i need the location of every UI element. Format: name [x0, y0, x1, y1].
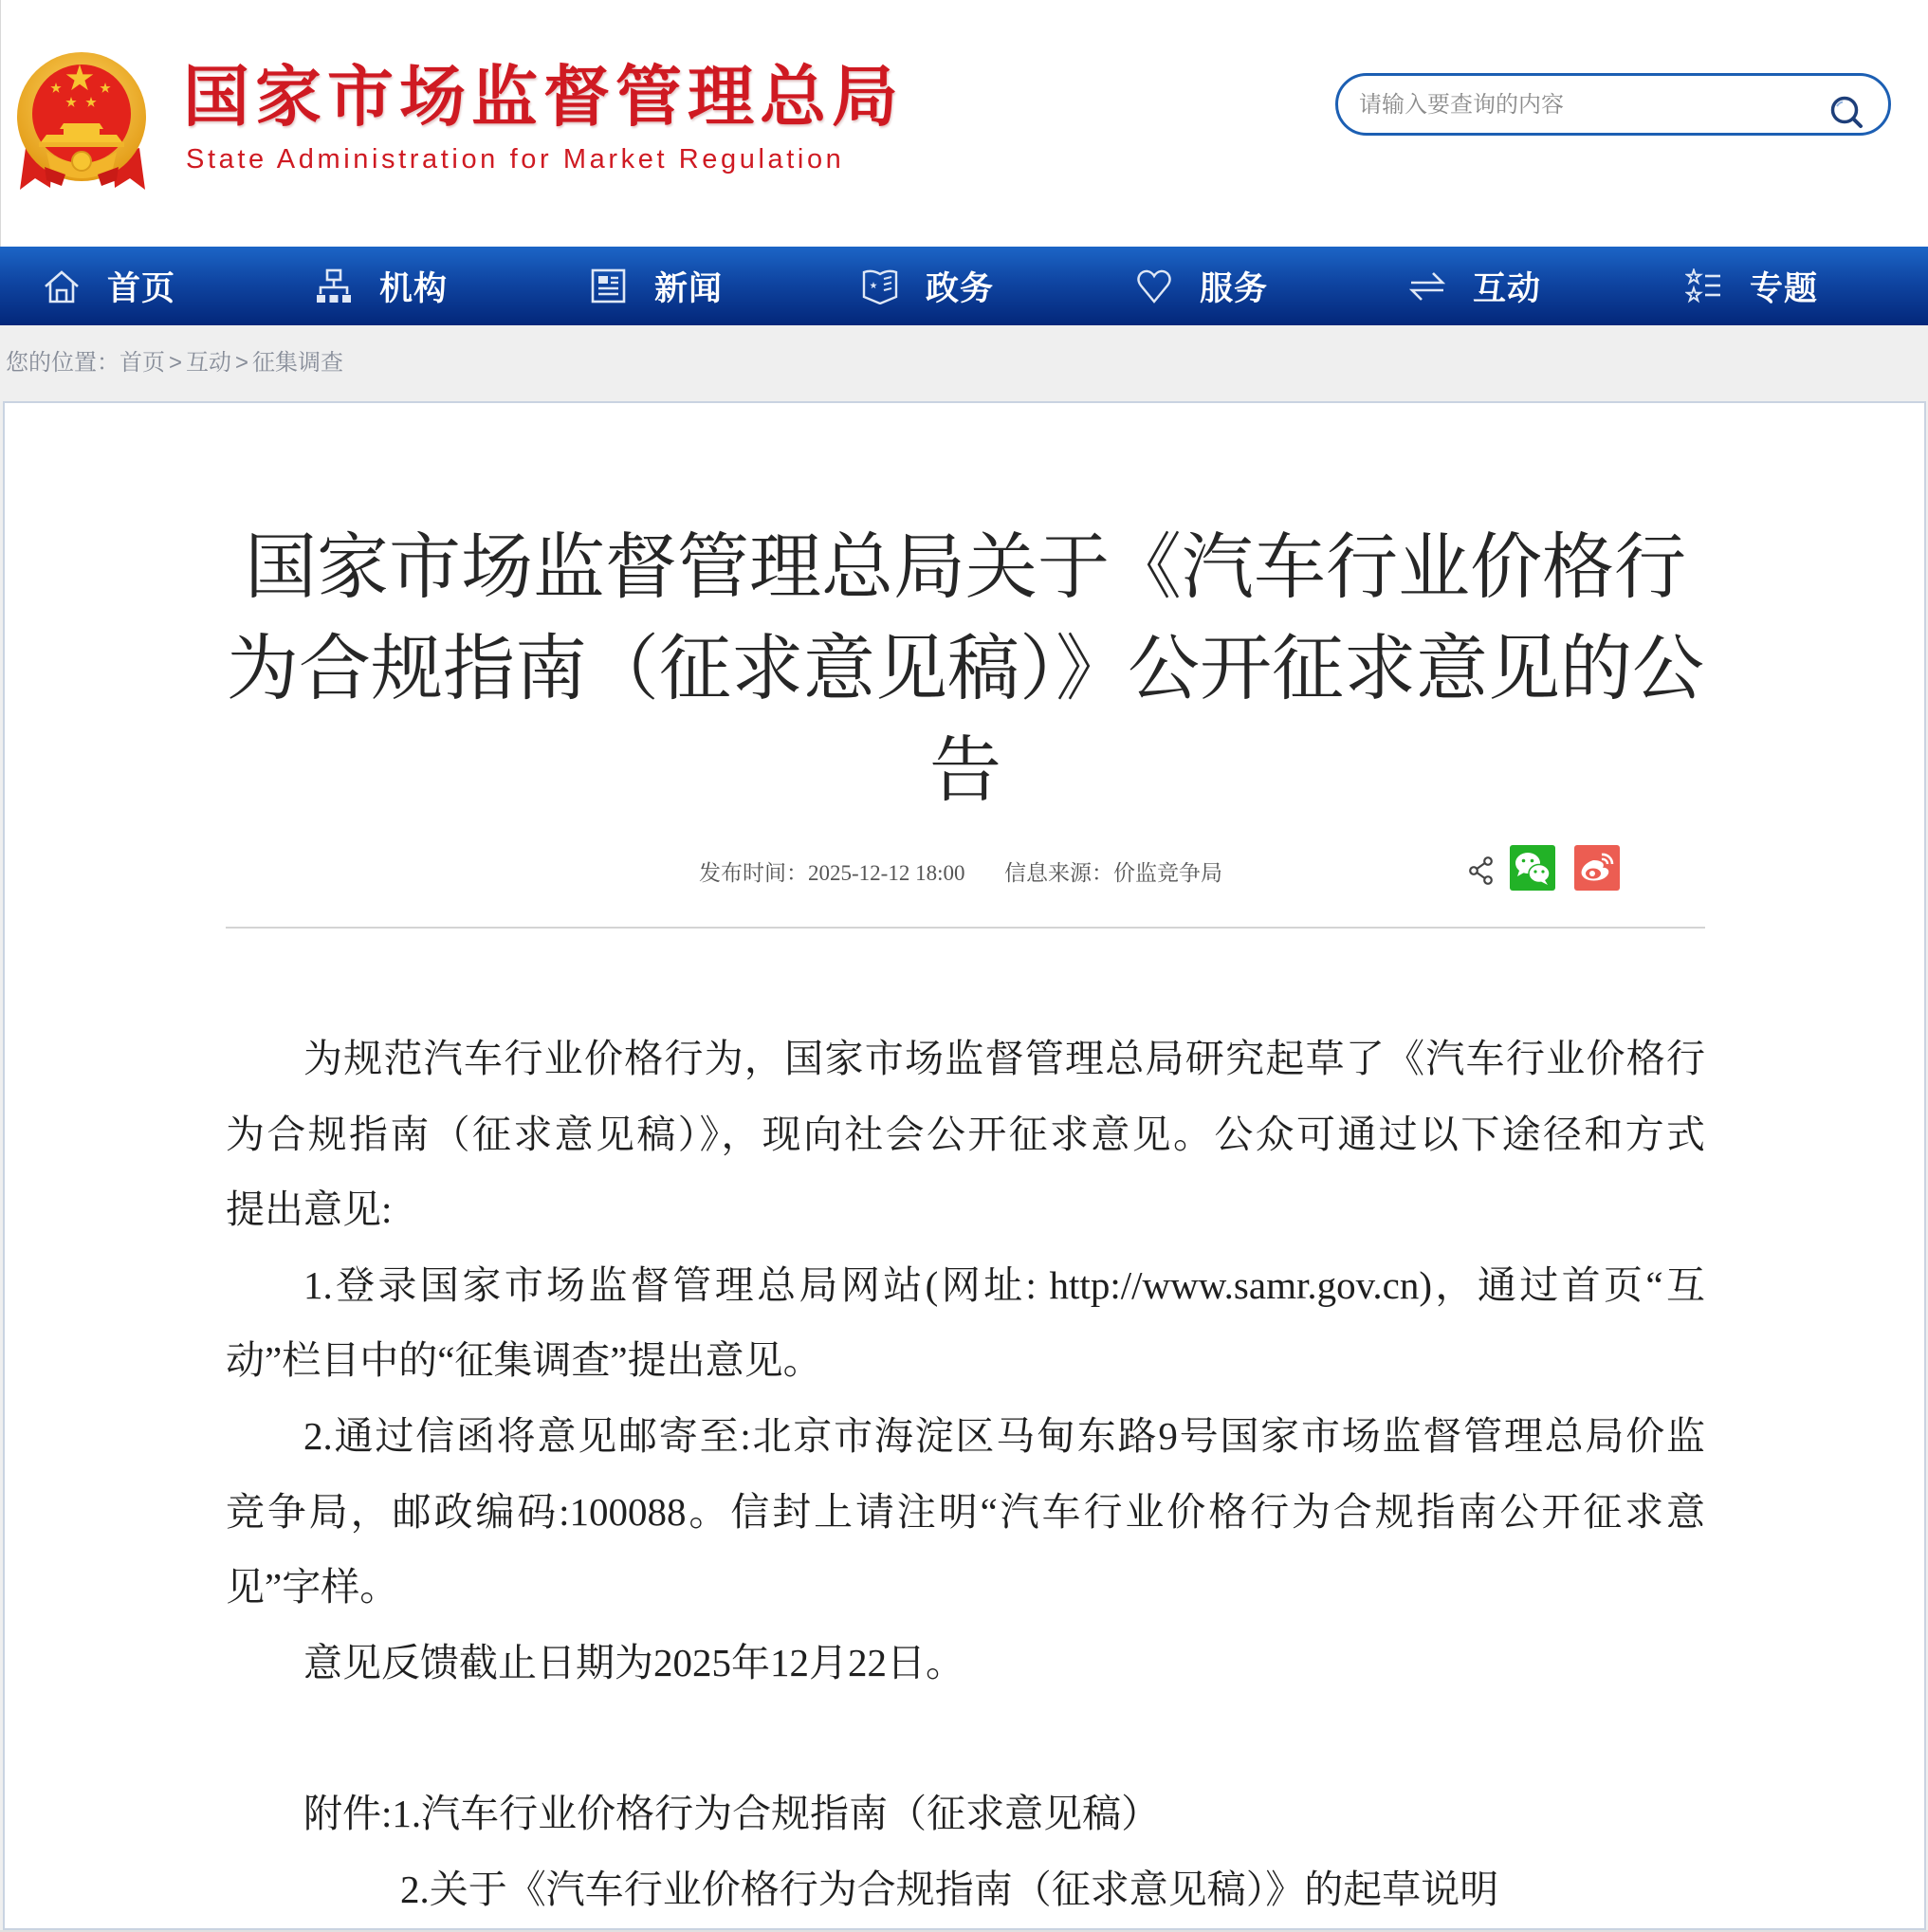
- main-nav: [0, 247, 1928, 325]
- breadcrumb-home[interactable]: 首页: [119, 350, 165, 376]
- nav-label: 专题: [1750, 269, 1819, 307]
- star-list-icon: [1685, 268, 1723, 304]
- org-chart-icon: [315, 268, 353, 304]
- search-input[interactable]: [1357, 76, 1816, 135]
- article-title: 国家市场监督管理总局关于《汽车行业价格行为合规指南（征求意见稿）》公开征求意见的公告: [227, 524, 1704, 812]
- nav-label: 新闻: [654, 269, 724, 307]
- attachment-item: [226, 1776, 1705, 1852]
- publish-time-value: 2025-12-12 18:00: [808, 861, 965, 885]
- nav-label: 首页: [107, 269, 176, 307]
- home-icon: [43, 268, 81, 304]
- breadcrumb-separator: >: [169, 350, 183, 376]
- site-title: 国家市场监督管理总局: [183, 58, 904, 136]
- attachment-link[interactable]: 1.汽车行业价格行为合规指南（征求意见稿）: [392, 1791, 1161, 1835]
- nav-label: 服务: [1200, 269, 1269, 307]
- newspaper-icon: [590, 268, 628, 304]
- paragraph-line: 1.登录国家市场监督管理总局网站(网址: http://www.samr.gov.cn)，通过首页“互: [303, 1262, 1705, 1307]
- article-body: [226, 1021, 1705, 1927]
- publish-time: [699, 859, 964, 888]
- nav-item-topics[interactable]: [1685, 247, 1818, 325]
- weibo-icon: [1574, 845, 1620, 891]
- nav-label: 机构: [379, 269, 449, 307]
- site-subtitle: State Administration for Market Regulation: [186, 144, 845, 175]
- nav-item-government-affairs[interactable]: [861, 247, 994, 325]
- attachments: [226, 1776, 1705, 1927]
- breadcrumb-interaction[interactable]: 互动: [186, 350, 232, 376]
- attachment-label: 附件:: [303, 1791, 393, 1835]
- paragraph-line: 竞争局，邮政编码:100088。信封上请注明“汽车行业价格行为合规指南公开征求意: [226, 1489, 1705, 1534]
- nav-item-organization[interactable]: [315, 247, 448, 325]
- attachment-item: [226, 1852, 1705, 1928]
- paragraph-line: 提出意见:: [226, 1187, 393, 1232]
- share-wechat-button[interactable]: [1510, 845, 1555, 891]
- info-source: [1004, 859, 1222, 888]
- paragraph: [226, 1248, 1705, 1399]
- paragraph-line: 为合规指南（征求意见稿）》，现向社会公开征求意见。公众可通过以下途径和方式: [226, 1112, 1705, 1156]
- national-emblem-icon: [12, 36, 153, 193]
- swap-arrows-icon: [1408, 268, 1446, 304]
- paragraph-line: 见”字样。: [226, 1565, 399, 1610]
- paragraph: [226, 1626, 1705, 1702]
- search-icon[interactable]: [1827, 95, 1867, 131]
- breadcrumb: [6, 325, 343, 401]
- wechat-icon: [1510, 845, 1555, 891]
- paragraph-line: 意见反馈截止日期为2025年12月22日。: [303, 1640, 964, 1684]
- divider: [226, 927, 1705, 929]
- paragraph: [226, 1399, 1705, 1626]
- paragraph-line: 2.通过信函将意见邮寄至:北京市海淀区马甸东路9号国家市场监督管理总局价监: [303, 1413, 1705, 1458]
- publish-time-label: 发布时间：: [699, 861, 808, 885]
- nav-item-services[interactable]: [1135, 247, 1268, 325]
- nav-item-news[interactable]: [590, 247, 723, 325]
- breadcrumb-prefix: 您的位置：: [6, 350, 119, 376]
- nav-item-home[interactable]: [43, 247, 175, 325]
- heart-icon: [1135, 268, 1173, 304]
- attachment-link[interactable]: 2.关于《汽车行业价格行为合规指南（征求意见稿）》的起草说明: [400, 1867, 1499, 1911]
- article-container: [3, 401, 1926, 1930]
- paragraph: [226, 1021, 1705, 1248]
- nav-item-interaction[interactable]: [1408, 247, 1541, 325]
- share-icon[interactable]: [1468, 856, 1495, 885]
- site-header: [0, 0, 1928, 247]
- nav-label: 互动: [1473, 269, 1542, 307]
- paragraph-line: 为规范汽车行业价格行为，国家市场监督管理总局研究起草了《汽车行业价格行: [303, 1037, 1705, 1080]
- breadcrumb-survey[interactable]: 征集调查: [252, 350, 344, 376]
- info-source-value: 价监竞争局: [1113, 861, 1222, 885]
- paragraph-line: 动”栏目中的“征集调查”提出意见。: [226, 1338, 822, 1383]
- government-book-icon: [861, 268, 899, 304]
- breadcrumb-separator: >: [235, 350, 249, 376]
- share-weibo-button[interactable]: [1574, 845, 1620, 891]
- nav-label: 政务: [926, 269, 995, 307]
- info-source-label: 信息来源：: [1004, 861, 1113, 885]
- search-box: [1335, 73, 1891, 136]
